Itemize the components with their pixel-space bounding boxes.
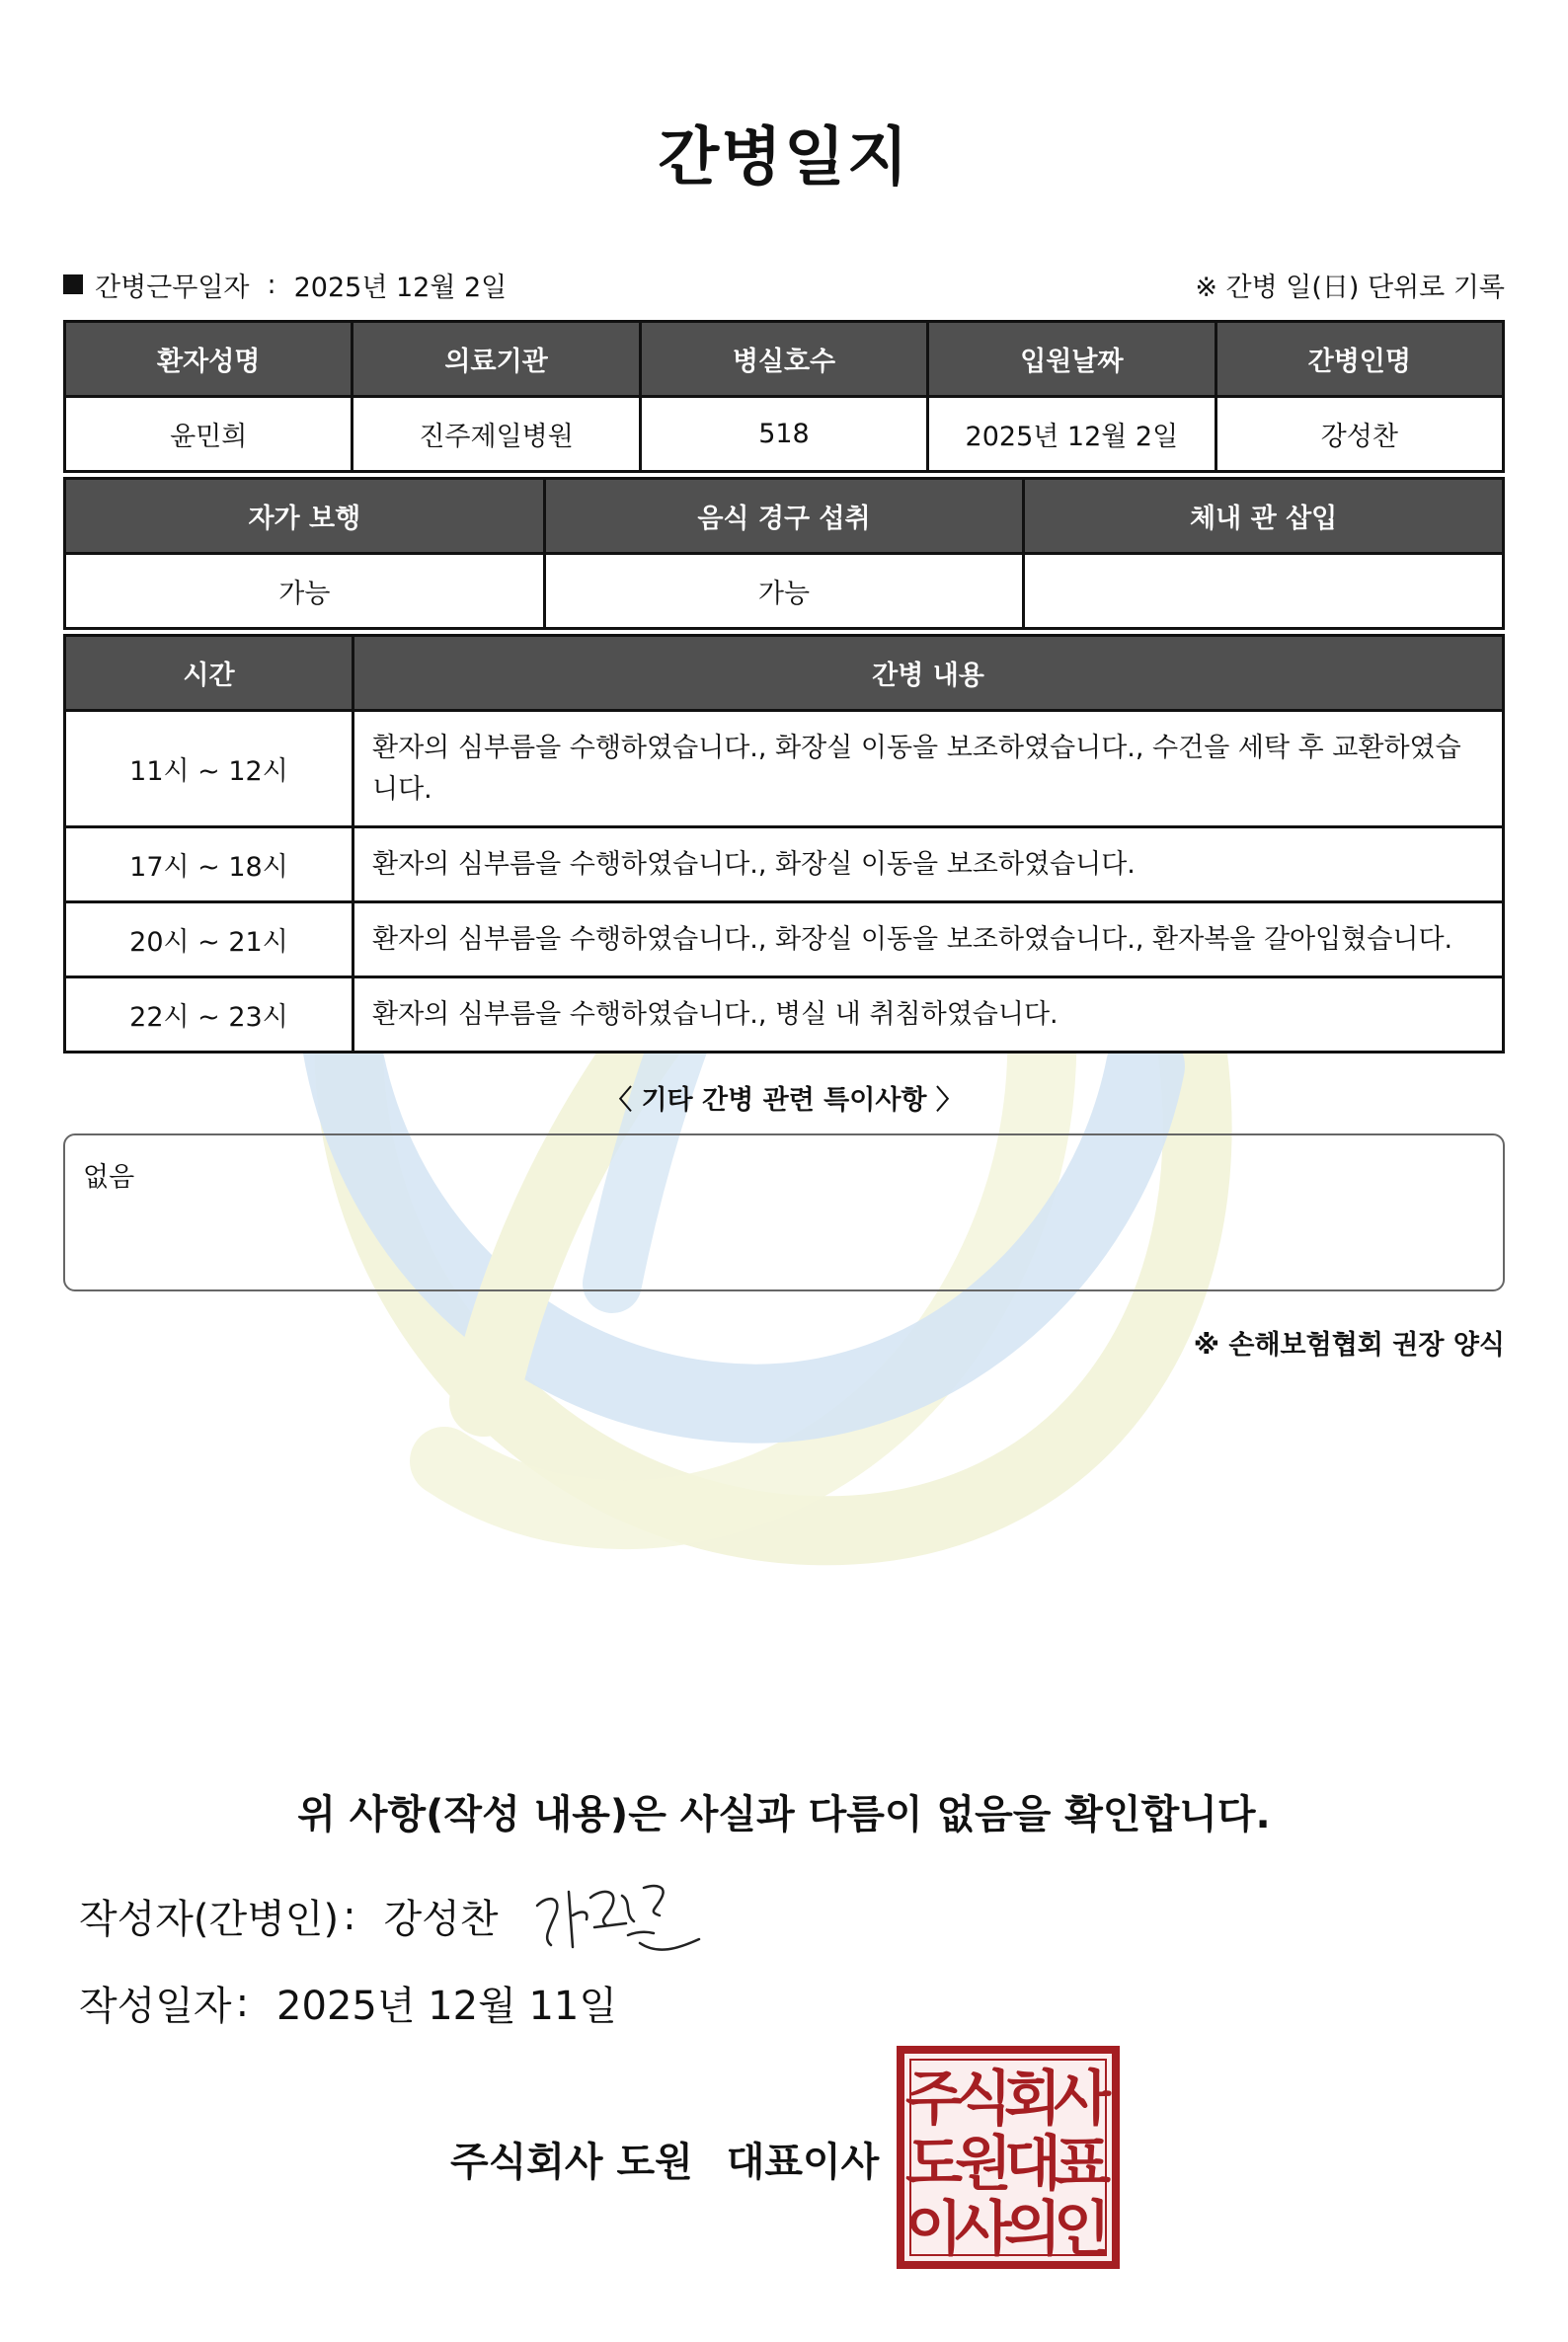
tube-insertion-status: [1024, 554, 1504, 629]
walking-status: 가능: [65, 554, 545, 629]
company-seal-stamp: [897, 2046, 1120, 2269]
header-room: 병실호수: [640, 322, 927, 397]
colon: :: [267, 269, 276, 300]
svg-text:인: 인: [1054, 2195, 1111, 2264]
care-time: 22시 ~ 23시: [65, 977, 353, 1053]
company-signature-line: [450, 2131, 879, 2187]
svg-text:이: 이: [905, 2195, 963, 2264]
work-date-label: 간병근무일자: [95, 272, 250, 303]
svg-text:대: 대: [1004, 2130, 1061, 2199]
status-header-row: [65, 479, 1504, 554]
colon: :: [343, 1893, 356, 1939]
care-header-row: [65, 636, 1504, 711]
header-caregiver: 간병인명: [1215, 322, 1503, 397]
notes-box: 없음: [63, 1133, 1505, 1291]
svg-text:주: 주: [905, 2065, 963, 2134]
work-date-value: 2025년 12월 2일: [293, 272, 508, 303]
care-time: 20시 ~ 21시: [65, 902, 353, 977]
care-log-table: [63, 634, 1505, 1054]
table-row: [65, 827, 1504, 902]
svg-text:표: 표: [1054, 2130, 1111, 2199]
handwritten-signature: [529, 1876, 707, 1963]
writer-name: 강성찬: [383, 1897, 499, 1942]
care-content: 환자의 심부름을 수행하였습니다., 병실 내 취침하였습니다.: [353, 977, 1504, 1053]
header-admission-date: 입원날짜: [928, 322, 1215, 397]
header-care-content: 간병 내용: [353, 636, 1504, 711]
header-walking: 자가 보행: [65, 479, 545, 554]
unit-note: ※ 간병 일(日) 단위로 기록: [1195, 272, 1505, 303]
patient-status-table: [63, 477, 1505, 630]
room-number: 518: [640, 397, 927, 472]
patient-value-row: [65, 397, 1504, 472]
svg-text:사: 사: [955, 2195, 1012, 2264]
admission-date: 2025년 12월 2일: [928, 397, 1215, 472]
confirmation-statement: 위 사항(작성 내용)은 사실과 다름이 없음을 확인합니다.: [297, 1792, 1271, 1837]
patient-header-row: [65, 322, 1504, 397]
hospital: 진주제일병원: [353, 397, 640, 472]
header-hospital: 의료기관: [353, 322, 640, 397]
writer-label: 작성자(간병인): [79, 1897, 340, 1942]
work-date: [63, 266, 507, 304]
representative-title: 대표이사: [726, 2140, 880, 2185]
svg-text:원: 원: [955, 2130, 1012, 2199]
table-row: [65, 977, 1504, 1053]
svg-text:도: 도: [905, 2130, 963, 2199]
header-oral-intake: 음식 경구 섭취: [544, 479, 1024, 554]
notes-title: 〈 기타 간병 관련 특이사항 〉: [605, 1085, 963, 1116]
writer-row: [79, 1888, 498, 1944]
caregiver-name: 강성찬: [1215, 397, 1503, 472]
header-time: 시간: [65, 636, 353, 711]
svg-text:회: 회: [1004, 2065, 1061, 2134]
company-name: 주식회사 도원: [450, 2140, 693, 2185]
work-date-row: [63, 265, 1505, 304]
patient-name: 윤민희: [65, 397, 353, 472]
header-tube-insertion: 체내 관 삽입: [1024, 479, 1504, 554]
patient-info-table: [63, 320, 1505, 473]
care-content: 환자의 심부름을 수행하였습니다., 화장실 이동을 보조하였습니다.: [353, 827, 1504, 902]
care-time: 17시 ~ 18시: [65, 827, 353, 902]
svg-text:식: 식: [955, 2065, 1012, 2134]
care-content: 환자의 심부름을 수행하였습니다., 화장실 이동을 보조하였습니다., 수건을 세탁 후 교환하였습니다.: [353, 711, 1504, 827]
care-content: 환자의 심부름을 수행하였습니다., 화장실 이동을 보조하였습니다., 환자복을 갈아입혔습니다.: [353, 902, 1504, 977]
written-date-row: [79, 1975, 617, 2031]
square-bullet-icon: [63, 274, 83, 294]
oral-intake-status: 가능: [544, 554, 1024, 629]
written-date-value: 2025년 12월 11일: [276, 1984, 617, 2029]
care-time: 11시 ~ 12시: [65, 711, 353, 827]
table-row: [65, 711, 1504, 827]
colon: :: [235, 1980, 250, 2026]
status-value-row: [65, 554, 1504, 629]
written-date-label: 작성일자: [79, 1984, 232, 2029]
svg-text:의: 의: [1004, 2195, 1061, 2264]
svg-text:사: 사: [1054, 2065, 1111, 2134]
header-patient-name: 환자성명: [65, 322, 353, 397]
table-row: [65, 902, 1504, 977]
recommendation-note: ※ 손해보험협회 권장 양식: [1193, 1330, 1505, 1361]
document-title: 간병일지: [658, 121, 910, 195]
